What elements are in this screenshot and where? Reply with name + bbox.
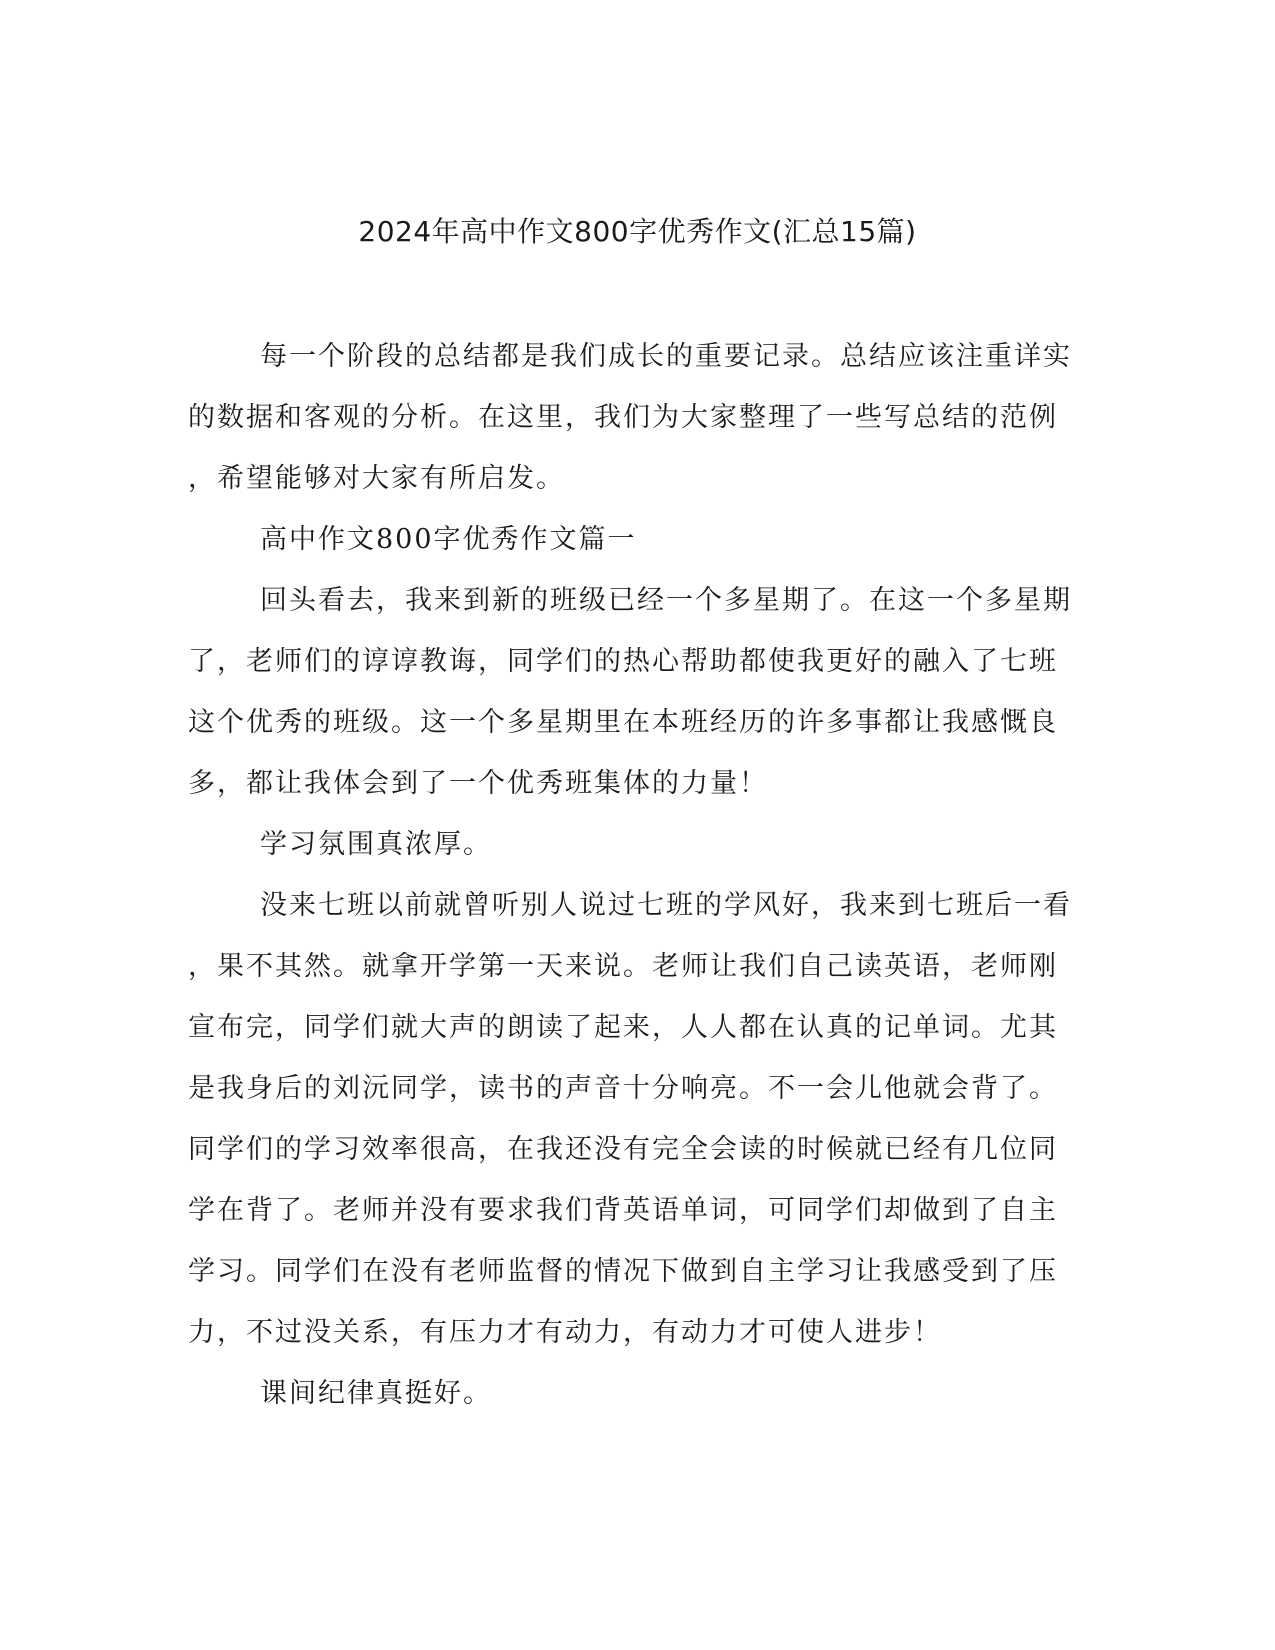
text-line: 力，不过没关系，有压力才有动力，有动力才可使人进步！ [188, 1317, 942, 1348]
intro-paragraph [188, 326, 1072, 509]
text-line: 多，都让我体会到了一个优秀班集体的力量！ [188, 768, 768, 799]
text-line: 回头看去，我来到新的班级已经一个多星期了。在这一个多星期 [260, 585, 1072, 616]
subheading-break-discipline [188, 1363, 1068, 1424]
text-line: 学在背了。老师并没有要求我们背英语单词，可同学们却做到了自主 [188, 1195, 1058, 1226]
text-line: 宣布完，同学们就大声的朗读了起来，人人都在认真的记单词。尤其 [188, 1012, 1058, 1043]
paragraph-1 [188, 570, 1072, 814]
section-heading [188, 509, 1068, 570]
text-line: 学习。同学们在没有老师监督的情况下做到自主学习让我感受到了压 [188, 1256, 1058, 1287]
text-line: 这个优秀的班级。这一个多星期里在本班经历的许多事都让我感慨良 [188, 707, 1058, 738]
text-line: 的数据和客观的分析。在这里，我们为大家整理了一些写总结的范例 [188, 402, 1058, 433]
text-line: 了，老师们的谆谆教诲，同学们的热心帮助都使我更好的融入了七班 [188, 646, 1058, 677]
document-body [188, 326, 1072, 1424]
text-line: ，果不其然。就拿开学第一天来说。老师让我们自己读英语，老师刚 [188, 951, 1058, 982]
text-line: ，希望能够对大家有所启发。 [188, 463, 565, 494]
text-line: 是我身后的刘沅同学，读书的声音十分响亮。不一会儿他就会背了。 [188, 1073, 1058, 1104]
document-title: 2024年高中作文800字优秀作文(汇总15篇) [358, 215, 917, 248]
subheading-study-atmosphere [188, 814, 1068, 875]
text-line: 每一个阶段的总结都是我们成长的重要记录。总结应该注重详实 [260, 341, 1072, 372]
subheading-text: 学习氛围真浓厚。 [260, 829, 492, 860]
subheading-text: 课间纪律真挺好。 [260, 1378, 492, 1409]
paragraph-2 [188, 875, 1072, 1363]
text-line: 同学们的学习效率很高，在我还没有完全会读的时候就已经有几位同 [188, 1134, 1058, 1165]
text-line: 没来七班以前就曾听别人说过七班的学风好，我来到七班后一看 [260, 890, 1072, 921]
section-heading-text: 高中作文800字优秀作文篇一 [260, 524, 637, 555]
